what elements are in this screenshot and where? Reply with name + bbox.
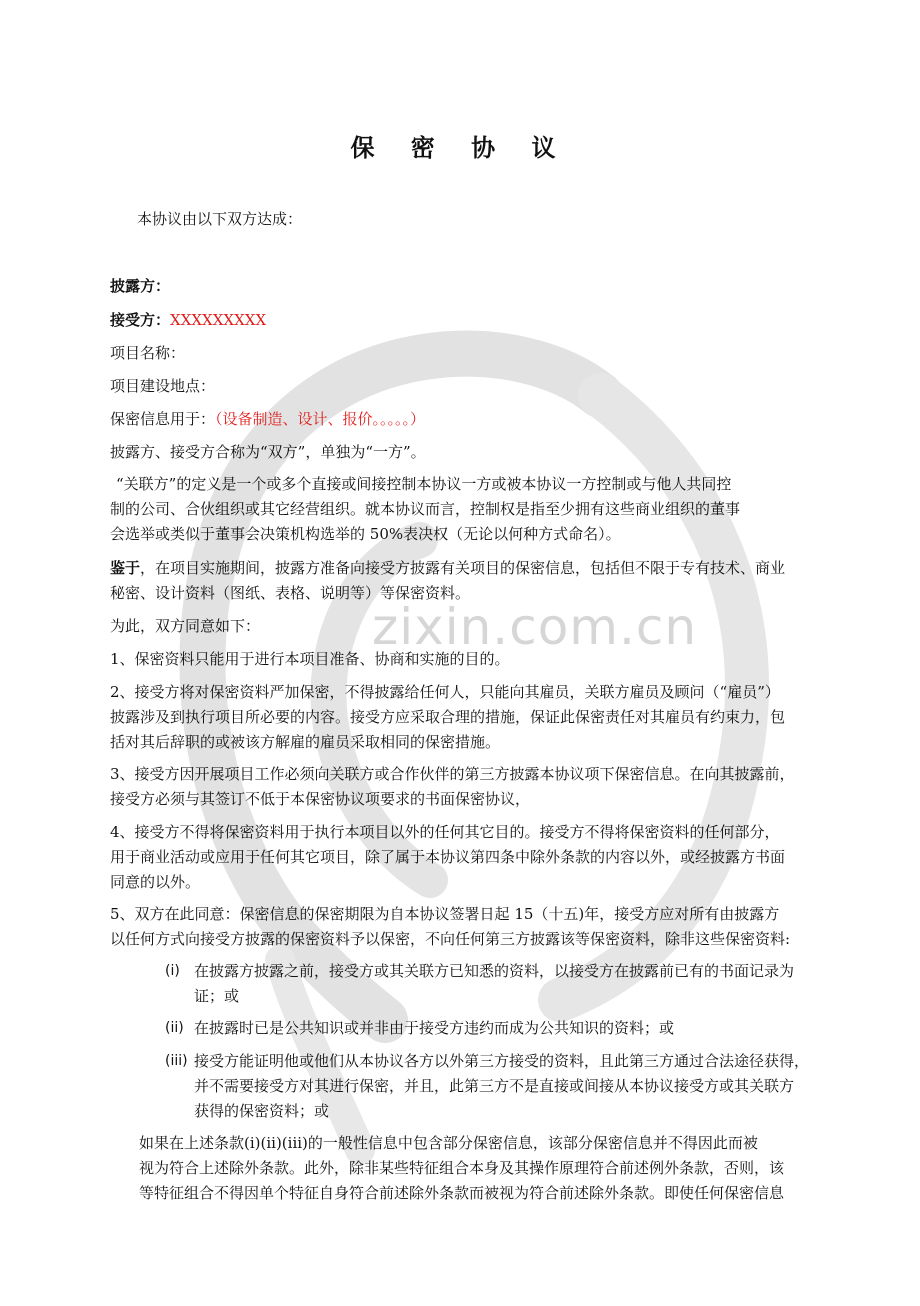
whereas-line	[110, 556, 835, 581]
exception-line: 接受方能证明他或他们从本协议各方以外第三方接受的资料，且此第三方通过合法途径获得，	[194, 1052, 810, 1070]
clause-line: 5、双方在此同意：保密信息的保密期限为自本协议签署日起 15（十五)年，接受方应对所有由披露方	[110, 905, 780, 923]
recipient-line	[110, 308, 266, 332]
page-title: 保 密 协 议	[350, 134, 570, 162]
project-name-label: 项目名称：	[110, 344, 186, 362]
exception-mark: (ii)	[165, 1020, 184, 1036]
clause-2	[110, 680, 835, 755]
whereas-text: ，在项目实施期间，披露方准备向接受方披露有关项目的保密信息，包括但不限于专有技术、商业	[140, 559, 786, 577]
project-site-label: 项目建设地点：	[110, 377, 216, 395]
recipient-value: XXXXXXXXX	[170, 311, 267, 329]
affiliate-line: 制的公司、合伙组织或其它经营组织。就本协议而言，控制权是指至少拥有这些商业组织的董事	[110, 500, 741, 518]
clause-4	[110, 820, 835, 895]
purpose-line	[110, 407, 425, 431]
tail-line: 视为符合上述除外条款。此外，除非某些特征组合本身及其操作原理符合前述例外条款，否则，该	[139, 1159, 785, 1177]
whereas-paragraph	[110, 556, 835, 606]
exception-iii	[194, 1049, 839, 1124]
exception-line: 证；或	[194, 987, 240, 1005]
clause-line: 用于商业活动或应用于任何其它项目，除了属于本协议第四条中除外条款的内容以外，或经披露方书面	[110, 848, 786, 866]
tail-line: 如果在上述条款(i)(ii)(iii)的一般性信息中包含部分保密信息，该部分保密信息并不得因此而被	[139, 1134, 758, 1152]
clause-line: 3、接受方因开展项目工作必须向关联方或合作伙伴的第三方披露本协议项下保密信息。在向其披露前，	[110, 765, 795, 783]
tail-paragraph	[139, 1131, 837, 1206]
clause-line: 4、接受方不得将保密资料用于执行本项目以外的任何其它目的。接受方不得将保密资料的任何部分，	[110, 823, 780, 841]
whereas-line: 秘密、设计资料（图纸、表格、说明等）等保密资料。	[110, 584, 471, 602]
recipient-label: 接受方：	[110, 311, 171, 329]
affiliate-line: 会选举或类似于董事会决策机构选举的 50%表决权（无论以何种方式命名）。	[110, 525, 621, 543]
affiliate-line: “关联方”的定义是一个或多个直接或间接控制本协议一方或被本协议一方控制或与他人共同控	[116, 475, 732, 493]
clause-line: 接受方必须与其签订不低于本保密协议项要求的书面保密协议，	[110, 790, 531, 808]
purpose-label: 保密信息用于：	[110, 410, 216, 428]
whereas-label: 鉴于	[110, 559, 141, 577]
exception-line: 并不需要接受方对其进行保密，并且，此第三方不是直接或间接从本协议接受方或其关联方	[194, 1077, 795, 1095]
clause-3	[110, 762, 835, 812]
clause-5	[110, 902, 835, 952]
clause-line: 披露涉及到执行项目所必要的内容。接受方应采取合理的措施，保证此保密责任对其雇员有约束力，包	[110, 708, 786, 726]
clause-line: 同意的以外。	[110, 873, 201, 891]
exception-mark: (i)	[165, 963, 180, 979]
exception-mark: (iii)	[165, 1053, 188, 1069]
clause-line: 以任何方式向接受方披露的保密资料予以保密，不向任何第三方披露该等保密资料，除非这些保密资料:	[110, 930, 791, 948]
both-parties-line: 披露方、接受方合称为“双方”，单独为“一方”。	[110, 443, 426, 461]
clause-line: 2、接受方将对保密资料严加保密，不得披露给任何人，只能向其雇员，关联方雇员及顾问（“雇员”）	[110, 683, 780, 701]
purpose-value: （设备制造、设计、报价。。。。。）	[215, 410, 426, 428]
exception-ii	[194, 1016, 839, 1041]
discloser-label: 披露方：	[110, 277, 171, 295]
clause-line: 1、保密资料只能用于进行本项目准备、协商和实施的目的。	[110, 650, 510, 668]
tail-line: 等特征组合不得因单个特征自身符合前述除外条款而被视为符合前述除外条款。即使任何保密信息	[139, 1184, 785, 1202]
watermark-text: zixin.com.cn	[372, 598, 698, 656]
exception-line: 获得的保密资料；或	[194, 1102, 330, 1120]
agree-line: 为此，双方同意如下：	[110, 617, 261, 635]
clause-1	[110, 647, 835, 672]
exception-i	[194, 959, 839, 1009]
exception-line: 在披露方披露之前，接受方或其关联方已知悉的资料，以接受方在披露前已有的书面记录为	[194, 962, 795, 980]
affiliate-definition	[110, 472, 800, 547]
exception-line: 在披露时已是公共知识或并非由于接受方违约而成为公共知识的资料；或	[194, 1019, 675, 1037]
intro-line: 本协议由以下双方达成：	[137, 210, 303, 228]
clause-line: 括对其后辞职的或被该方解雇的雇员采取相同的保密措施。	[110, 733, 501, 751]
